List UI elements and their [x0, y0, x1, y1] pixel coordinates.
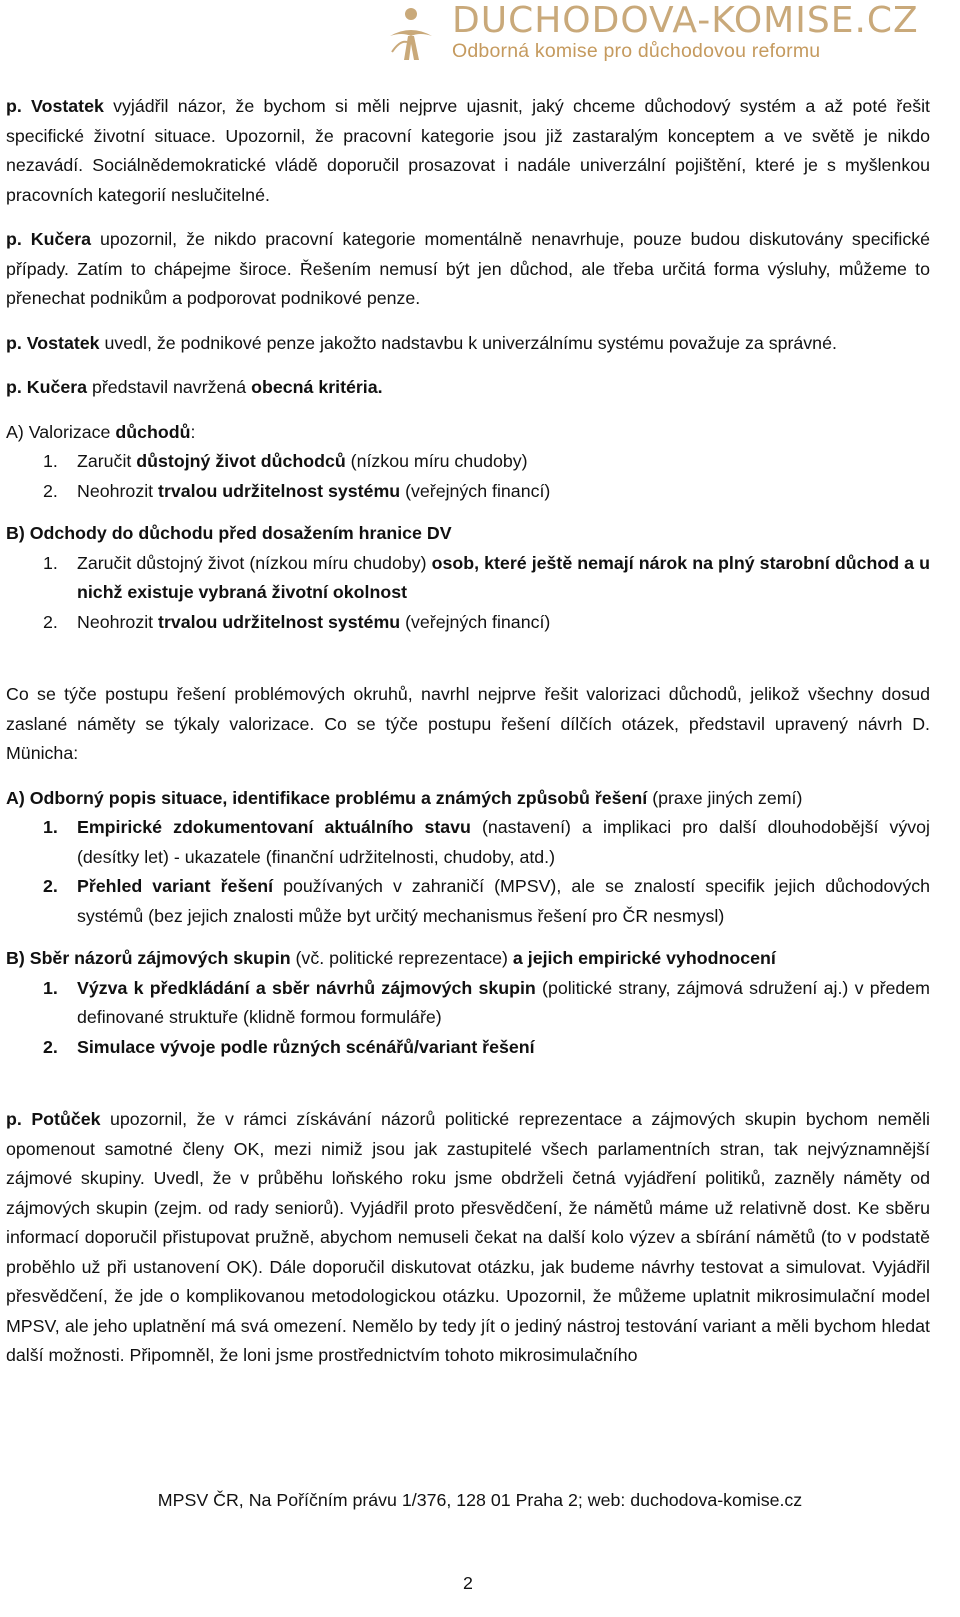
page-number: 2	[463, 1573, 473, 1593]
paragraph-potucek	[6, 1105, 930, 1371]
paragraph-bold-text: obecná kritéria.	[251, 377, 383, 397]
section-d-heading	[6, 944, 930, 974]
list-item	[6, 608, 930, 638]
paragraph-text: uvedl, že podnikové penze jakožto nadstavbu k univerzálnímu systému považuje za správné.	[99, 332, 837, 353]
list-bold-text: Výzva k předkládání a sběr návrhů zájmových skupin	[77, 977, 536, 998]
page-footer: MPSV ČR, Na Poříčním právu 1/376, 128 01 Praha 2; web: duchodova-komise.cz	[157, 1490, 803, 1510]
section-a-prefix: A) Valorizace	[6, 421, 116, 442]
list-text: (veřejných financí)	[400, 480, 551, 501]
list-text: (nastavení) a implikaci pro další dlouhodobější vývoj (desítky let) - ukazatele (finanční udržitelnosti, chudoby, atd.)	[77, 817, 930, 867]
paragraph-postup: Co se týče postupu řešení problémových okruhů, navrhl nejprve řešit valorizaci důchodů, jelikož všechny dosud zaslané náměty se týkaly valorizace. Co se týče postupu řešení dílčích otázek, představil upravený návrh D. Münicha:	[6, 684, 930, 763]
speaker-name: p. Kučera	[6, 377, 88, 397]
section-c-text: (praxe jiných zemí)	[647, 787, 803, 808]
list-bold-text: Přehled variant řešení	[77, 876, 274, 896]
duchodova-komise-logo-icon	[380, 2, 442, 64]
speaker-name: p. Potůček	[6, 1109, 101, 1129]
list-item	[6, 549, 930, 608]
list-text: používaných v zahraničí (MPSV), ale se znalostí specifik jejich důchodových systémů (bez jejich znalosti může byt určitý mechanismus řešení pro ČR nesmysl)	[77, 876, 930, 926]
speaker-name: p. Vostatek	[6, 96, 104, 116]
paragraph-text: vyjádřil názor, že bychom si měli nejprve ujasnit, jaký chceme důchodový systém a až poté řešit specifické životní situace. Upozornil, že pracovní kategorie jsou již zastaralým konceptem a ve světě je nikdo nezavádí. Sociálnědemokratické vládě doporučil prosazovat i nadále univerzální pojištění, které je s myšlenkou pracovních kategorií neslučitelné.	[6, 96, 931, 205]
list-bold-text: důstojný život důchodců	[136, 451, 346, 471]
paragraph-kucera-1	[6, 225, 930, 314]
list-number: 1.	[43, 552, 58, 573]
list-bold-text: Empirické zdokumentovaní aktuálního stavu	[77, 817, 471, 837]
list-number: 1.	[43, 451, 58, 471]
list-number: 1.	[43, 977, 58, 998]
section-c-bold: A) Odborný popis situace, identifikace problému a známých způsobů řešení	[6, 787, 648, 808]
speaker-name: p. Vostatek	[6, 332, 100, 353]
speaker-name: p. Kučera	[6, 229, 92, 249]
list-item	[6, 872, 930, 931]
list-bold-text: osob, které ještě nemají nárok na plný starobní důchod a u nichž existuje vybraná životní okolnost	[77, 552, 931, 602]
paragraph-vostatek-2	[6, 329, 930, 359]
section-c-heading	[6, 784, 930, 814]
list-number: 2.	[43, 1036, 58, 1057]
section-d-text: (vč. politické reprezentace)	[290, 948, 513, 968]
document-body	[6, 92, 930, 1371]
list-item	[6, 974, 930, 1033]
section-b-title: B) Odchody do důchodu před dosažením hranice DV	[6, 523, 452, 543]
list-text: Neohrozit	[77, 611, 159, 632]
paragraph-text: představil navržená	[87, 377, 252, 397]
paragraph-vostatek-1	[6, 92, 930, 210]
list-text: Neohrozit	[77, 480, 159, 501]
list-text: (politické strany, zájmová sdružení aj.) v předem definované struktuře (klidně formou formuláře)	[77, 977, 930, 1027]
list-number: 2.	[43, 876, 58, 896]
section-a-bold: důchodů	[115, 421, 191, 442]
section-a-suffix: :	[190, 421, 196, 442]
list-text: (nízkou míru chudoby)	[345, 451, 528, 471]
logo-subtitle: Odborná komise pro důchodovou reformu	[452, 40, 821, 62]
list-bold-text: trvalou udržitelnost systému	[158, 480, 401, 501]
section-b-heading	[6, 519, 930, 549]
logo-title: DUCHODOVA-KOMISE.CZ	[452, 0, 919, 41]
section-d-bold: a jejich empirické vyhodnocení	[512, 948, 776, 968]
list-item	[6, 447, 930, 477]
paragraph-kucera-2	[6, 373, 930, 403]
list-text: Zaručit	[77, 451, 137, 471]
header-logo[interactable]	[380, 2, 950, 72]
list-item	[6, 477, 930, 507]
list-item	[6, 813, 930, 872]
list-number: 2.	[43, 480, 58, 501]
list-number: 1.	[43, 817, 58, 837]
list-item	[6, 1033, 930, 1063]
list-text: Zaručit důstojný život (nízkou míru chudoby)	[77, 552, 432, 573]
list-bold-text: trvalou udržitelnost systému	[158, 611, 401, 632]
list-bold-text: Simulace vývoje podle různých scénářů/variant řešení	[77, 1036, 535, 1057]
paragraph-text: upozornil, že v rámci získávání názorů politické reprezentace a zájmových skupin bychom neměli opomenout samotné členy OK, mezi nimiž jsou jak zastupitelé všech parlamentních stran, tak nejvýznamnější zájmové skupiny. Uvedl, že v průběhu loňského roku jsme obdrželi četná vyjádření politiků, zazněly náměty od zájmových skupin (zejm. od rady seniorů). Vyjádřil proto přesvědčení, že námětů máme už relativně dost. Ke sběru informací doporučil přistupovat pružně, abychom nemuseli čekat na další kolo výzev a sbírání námětů (to v podstatě proběhlo už při ustanovení OK). Dále doporučil diskutovat otázku, jak budeme návrhy testovat a simulovat. Vyjádřil přesvědčení, že jde o komplikovanou metodologickou otázku. Upozornil, že můžeme uplatnit mikrosimulační model MPSV, ale jeho uplatnění má svá omezení. Nemělo by tedy jít o jediný nástroj testování variant a měli bychom hledat další možnosti. Připomněl, že loni jsme prostřednictvím tohoto mikrosimulačního	[6, 1109, 930, 1365]
section-d-bold: B) Sběr názorů zájmových skupin	[6, 948, 291, 968]
paragraph-text: upozornil, že nikdo pracovní kategorie momentálně nenavrhuje, pouze budou diskutovány specifické případy. Zatím to chápejme široce. Řešením nemusí být jen důchod, ale třeba určitá forma výsluhy, můžeme to přenechat podnikům a podporovat podnikové penze.	[6, 229, 930, 308]
list-text: (veřejných financí)	[400, 611, 551, 632]
list-number: 2.	[43, 611, 58, 632]
section-a-heading	[6, 418, 930, 448]
